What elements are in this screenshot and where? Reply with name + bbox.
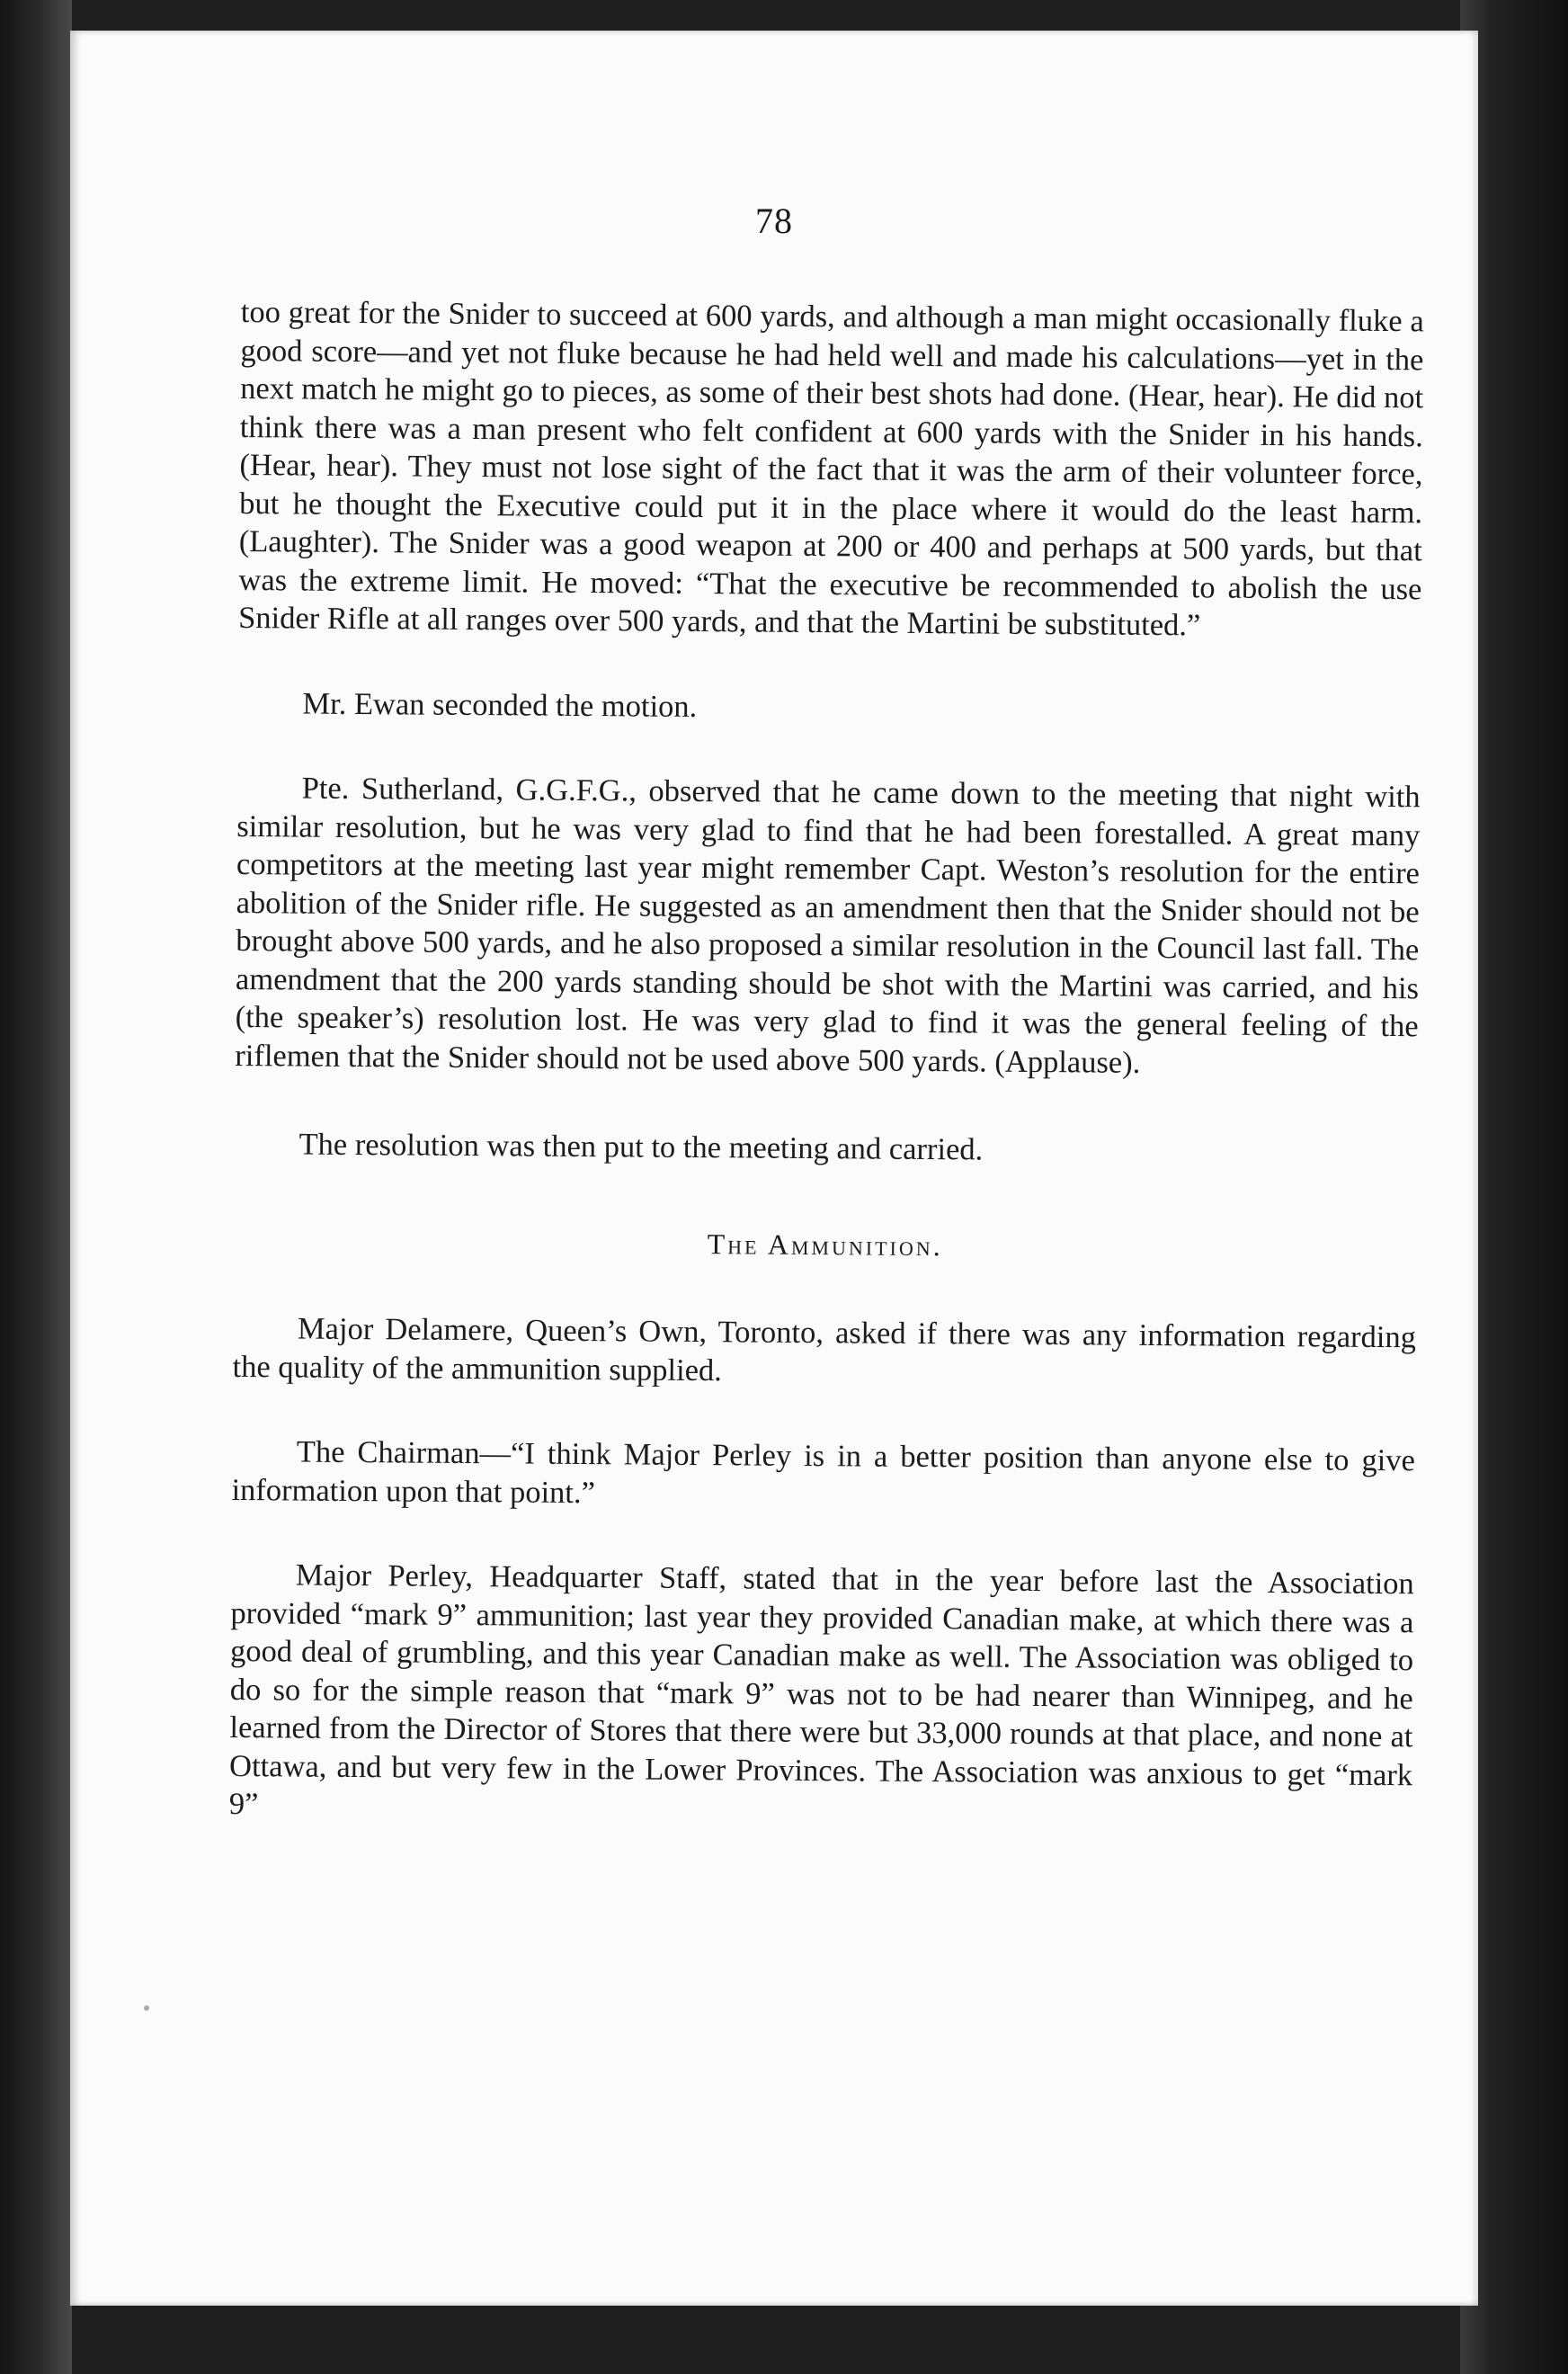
section-heading: The Ammunition.	[707, 1227, 943, 1262]
paragraph-ewan-seconded: Mr. Ewan seconded the motion.	[302, 686, 698, 724]
paragraph-resolution-carried: The resolution was then put to the meeting and carried.	[298, 1127, 984, 1167]
paragraph-chairman: The Chairman—“I think Major Perley is in a better position than anyone else to give information upon that point.”	[231, 1434, 1415, 1510]
margin-speck	[144, 2005, 149, 2011]
paragraph-perley: Major Perley, Headquarter Staff, stated that in the year before last the Association provided “mark 9” ammunition; last year they provided Canadian make, at which there was a good deal of grumbling, and this year Canadian make as well. The Association was obliged to do so for the simple reason that “mark 9” was not to be had nearer than Winnipeg, and he learned from the Director of Stores that there were but 33,000 rounds at that place, and none at Ottawa, and but very few in the Lower Provinces. The Association was anxious to get “mark 9”	[228, 1557, 1414, 1822]
document-page	[70, 31, 1478, 2306]
body-text	[229, 293, 1424, 1833]
book-binding-edge	[0, 0, 72, 2374]
paragraph-delamere: Major Delamere, Queen’s Own, Toronto, asked if there was any information regarding the quality of the ammunition supplied.	[232, 1311, 1417, 1388]
paragraph-sutherland: Pte. Sutherland, G.G.F.G., observed that he came down to the meeting that night with similar resolution, but he was very glad to find that he had been forestalled. A great many competitors at the meeting last year might remember Capt. Weston’s resolution for the entire abolition of the Snider rifle. He suggested as an amendment then that the Snider should not be brought above 500 yards, and he also proposed a similar resolution in the Council last fall. The amendment that the 200 yards standing should be shot with the Martini was carried, and his (the speaker’s) resolution lost. He was very glad to find it was the general feeling of the riflemen that the Snider should not be used above 500 yards. (Applause).	[235, 771, 1421, 1080]
page-number: 78	[755, 201, 793, 241]
paragraph-snider-range: too great for the Snider to succeed at 600 yards, and although a man might occasionally fluke a good score—and yet not fluke because he had held well and made his calculations—yet in the next match he might go to pieces, as some of their best shots had done. (Hear, hear). He did not think there was a man present who felt confident at 600 yards with the Snider in his hands. (Hear, hear). They must not lose sight of the fact that it was the arm of their volunteer force, but he thought the Executive could put it in the place where it would do the least harm. (Laughter). The Snider was a good weapon at 200 or 400 and perhaps at 500 yards, but that was the extreme limit. He moved: “That the executive be recommended to abolish the use Snider Rifle at all ranges over 500 yards, and that the Martini be substituted.”	[238, 294, 1424, 643]
